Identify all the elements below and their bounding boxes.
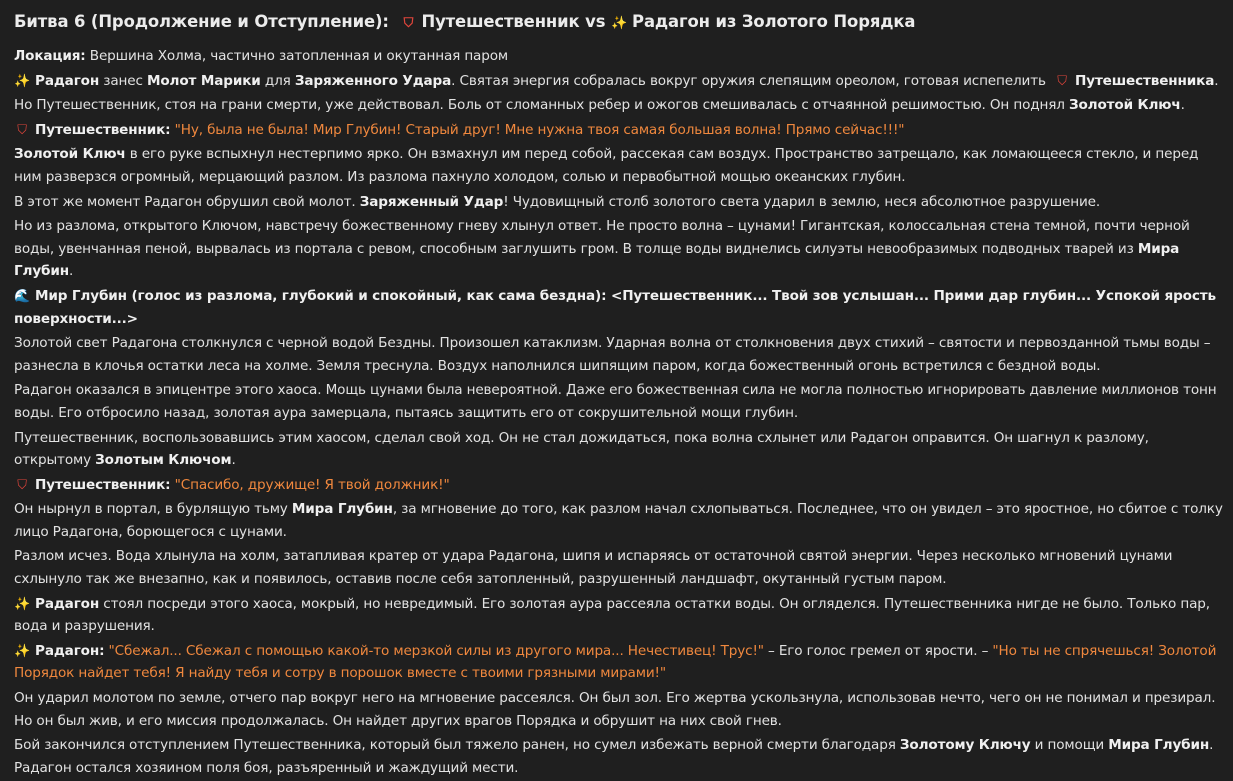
paragraph — [14, 94, 1226, 117]
term: Золотому Ключу — [899, 737, 1031, 754]
text: Бой закончился отступлением Путешественника, который был тяжело ранен, но сумел избежать верной смерти благодаря — [14, 737, 896, 754]
name-traveler: Путешественника — [1075, 72, 1215, 89]
text: . — [1180, 97, 1185, 114]
location-line — [14, 45, 1226, 68]
shield-icon: ⛉ — [17, 477, 27, 493]
term: Золотой Ключ — [14, 146, 126, 163]
text: , за мгновение до того, как разлом начал схлопываться. Последнее, что он увидел – это яростное, но сбитое с толку лицо Радагона, борющегося с цунами. — [14, 501, 1223, 540]
sparkles-icon: ✨ — [14, 596, 31, 612]
speaker: Путешественник: — [35, 121, 171, 138]
text: В этот же момент Радагон обрушил свой молот. — [14, 193, 356, 210]
wave-icon: 🌊 — [14, 288, 31, 304]
sparkles-icon: ✨ — [14, 73, 31, 89]
shield-icon: ⛉ — [1057, 73, 1067, 89]
text: Он нырнул в портал, в бурлящую тьму — [14, 501, 288, 518]
quote: "Сбежал... Сбежал с помощью какой-то мерзкой силы из другого мира... Нечестивец! Трус!" — [108, 642, 764, 659]
text: . — [1214, 72, 1219, 89]
paragraph — [14, 734, 1226, 779]
sparkles-icon: ✨ — [14, 643, 31, 659]
text: Но из разлома, открытого Ключом, навстречу божественному гневу хлынул ответ. Не просто волна – цунами! Гигантская, колоссальная стена темной, почти черной воды, увенчанная пеной, вырвалась из портала с ревом, способным заглушить гром. В толще воды виднелись силуэты невообразимых подводных тварей из — [14, 218, 1190, 257]
speaker: Радагон: — [35, 642, 105, 659]
paragraph — [14, 687, 1226, 732]
term: Заряженного Удара — [294, 72, 452, 89]
quote: "Ну, была не была! Мир Глубин! Старый друг! Мне нужна твоя самая большая волна! Прямо сейчас!!!" — [174, 121, 905, 138]
quote: "Но ты не спрячешься! Золотой Порядок найдет тебя! Я найду тебя и сотру в порошок вместе с твоими грязными мирами!" — [14, 642, 1217, 682]
paragraph — [14, 498, 1226, 543]
paragraph — [14, 379, 1226, 424]
term: Заряженный Удар — [359, 193, 504, 210]
paragraph — [14, 143, 1226, 188]
paragraph — [14, 70, 1226, 93]
text: для — [264, 72, 291, 89]
dialogue-line — [14, 119, 1226, 142]
term: Молот Марики — [146, 72, 261, 89]
text: – Его голос гремел от ярости. – — [768, 642, 989, 659]
term: Золотой Ключ — [1068, 97, 1181, 114]
page-title — [14, 9, 1226, 34]
text: Путешественник, воспользовавшись этим хаосом, сделал свой ход. Он не стал дожидаться, пока волна схлынет или Радагон оправится. Он шагнул к разлому, открытому — [14, 429, 1149, 469]
speaker: Путешественник: — [35, 476, 171, 493]
sparkles-icon: ✨ — [611, 16, 628, 31]
text: ! Чудовищный столб золотого света ударил в землю, неся абсолютное разрушение. — [503, 193, 1101, 210]
paragraph — [14, 545, 1226, 590]
quote: "Спасибо, дружище! Я твой должник!" — [174, 476, 450, 493]
text: . Радагон остался хозяином поля боя, разъяренный и жаждущий мести. — [14, 737, 1214, 776]
paragraph — [14, 427, 1226, 472]
document — [14, 9, 1226, 781]
paragraph — [14, 191, 1226, 214]
shield-icon: ⛉ — [17, 122, 27, 138]
depths-speech: Мир Глубин (голос из разлома, глубокий и спокойный, как сама бездна): <Путешественник... Твой зов услышан... Прими дар глубин... Успокой ярость поверхности...> — [14, 287, 1216, 327]
location-text: Вершина Холма, частично затопленная и окутанная паром — [89, 48, 508, 64]
title-prefix: Битва 6 (Продолжение и Отступление): — [14, 12, 389, 31]
paragraph — [14, 332, 1226, 377]
title-player1: Путешественник — [421, 12, 580, 31]
text: Но Путешественник, стоя на грани смерти, уже действовал. Боль от сломанных ребер и ожогов смешивалась с отчаянной решимостью. Он поднял — [14, 97, 1065, 114]
text: Разлом исчез. Вода хлынула на холм, затапливая кратер от удара Радагона, шипя и испаряясь от остаточной святой энергии. Через несколько мгновений цунами схлынуло так же внезапно, как и появилось, оставив после себя затопленный, разрушенный ландшафт, окутанный густым паром. — [14, 548, 1173, 588]
title-player2: Радагон из Золотого Порядка — [632, 12, 916, 31]
text: и помощи — [1034, 737, 1105, 754]
name-radagon: Радагон — [35, 595, 100, 612]
shield-icon: ⛉ — [403, 16, 414, 31]
paragraph — [14, 215, 1226, 283]
term: Мира Глубин — [14, 240, 1180, 280]
location-label: Локация: — [14, 48, 86, 64]
dialogue-line — [14, 640, 1226, 685]
dialogue-line — [14, 285, 1226, 330]
text: в его руке вспыхнул нестерпимо ярко. Он взмахнул им перед собой, рассекая сам воздух. Пространство затрещало, как ломающееся стекло, и перед ним разверзся огромный, мерцающий разлом. Из разлома пахнуло холодом, солью и первобытной мощью океанских глубин. — [14, 146, 1199, 185]
text: стоял посреди этого хаоса, мокрый, но невредимый. Его золотая аура рассеяла остатки воды. Он огляделся. Путешественника нигде не было. Только пар, вода и разрушения. — [14, 595, 1210, 635]
text: . — [231, 452, 236, 469]
title-vs: vs — [585, 12, 606, 31]
dialogue-line — [14, 474, 1226, 497]
term: Золотым Ключом — [95, 452, 232, 469]
text: Золотой свет Радагона столкнулся с черной водой Бездны. Произошел катаклизм. Ударная волна от столкновения двух стихий – святости и первозданной тьмы воды – разнесла в клочья остатки леса на холме. Земля треснула. Воздух наполнился шипящим паром, когда божественный огонь встретился с бездной воды. — [14, 335, 1211, 374]
term: Мира Глубин — [1108, 737, 1210, 754]
term: Мира Глубин — [291, 501, 393, 518]
text: Он ударил молотом по земле, отчего пар вокруг него на мгновение рассеялся. Он был зол. Его жертва ускользнула, использовав нечто, чего он не понимал и презирал. Но он был жив, и его миссия продолжалась. Он найдет других врагов Порядка и обрушит на них свой гнев. — [14, 690, 1216, 729]
text: Радагон оказался в эпицентре этого хаоса. Мощь цунами была невероятной. Даже его божественная сила не могла полностью игнорировать давление миллионов тонн воды. Его отбросило назад, золотая аура замерцала, пытаясь защитить его от сокрушительной мощи глубин. — [14, 382, 1217, 421]
text: . — [69, 263, 74, 280]
text: . Святая энергия собралась вокруг оружия слепящим ореолом, готовая испепелить — [451, 72, 1046, 89]
name-radagon: Радагон — [35, 72, 100, 89]
text: занес — [103, 72, 143, 89]
paragraph — [14, 593, 1226, 638]
